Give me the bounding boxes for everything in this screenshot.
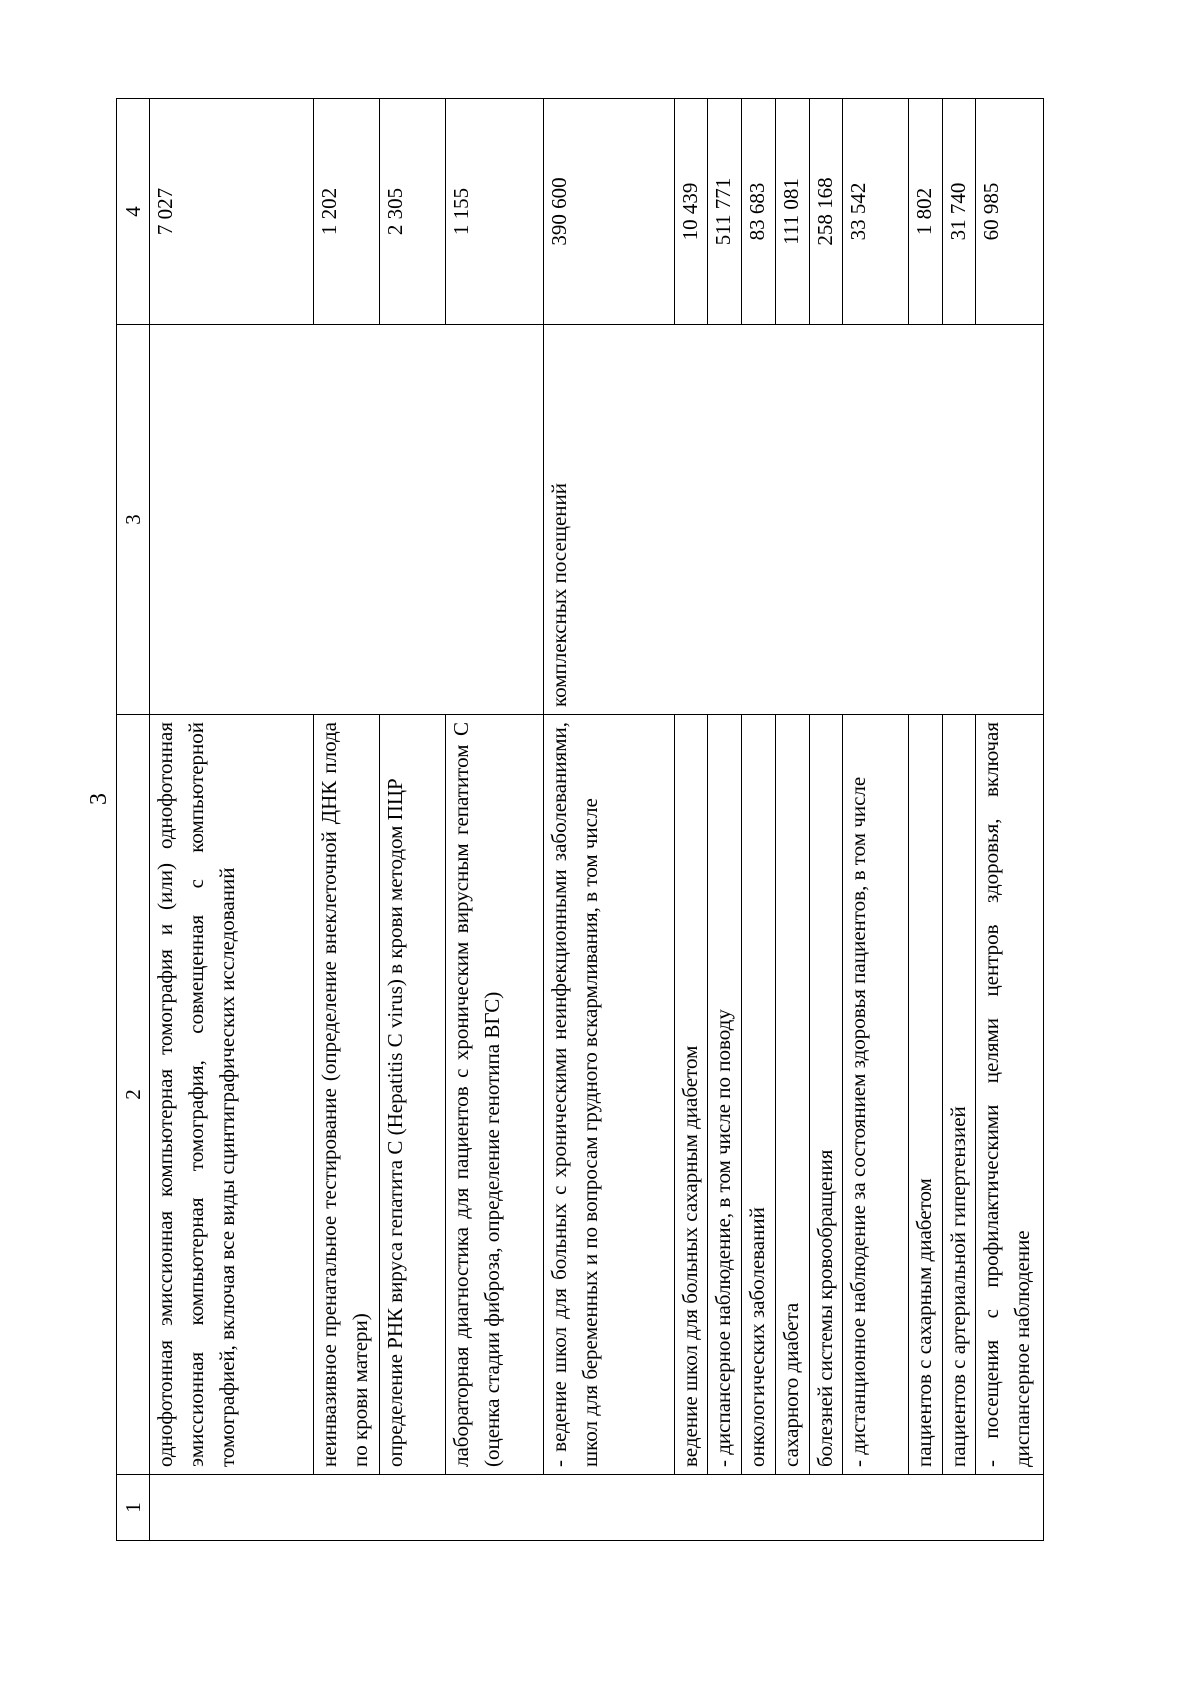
- row-number-cell: [150, 1475, 1044, 1541]
- table-row: [942, 99, 976, 1541]
- service-name-cell: болезней системы кровообращения: [809, 715, 843, 1475]
- service-name-cell: сахарного диабета: [775, 715, 809, 1475]
- service-name-cell: определение РНК вируса гепатита С (Hepatitis C virus) в крови методом ПЦР: [380, 715, 445, 1475]
- data-table: [116, 98, 1044, 1541]
- table-row: [809, 99, 843, 1541]
- column-header-3: 3: [117, 325, 150, 715]
- table-row: [674, 99, 708, 1541]
- service-name-cell: - диспансерное наблюдение, в том числе по поводу: [708, 715, 742, 1475]
- table-row: [976, 99, 1044, 1541]
- service-name-cell: лабораторная диагностика для пациентов с хроническим вирусным гепатитом С (оценка стадии фиброза, определение генотипа ВГС): [445, 715, 543, 1475]
- value-cell: 10 439: [674, 99, 708, 325]
- unit-cell: комплексных посещений: [543, 325, 1043, 715]
- service-name-cell: пациентов с сахарным диабетом: [908, 715, 942, 1475]
- page-number: 3: [86, 793, 112, 805]
- column-header-2: 2: [117, 715, 150, 1475]
- table-row: [742, 99, 776, 1541]
- column-header-4: 4: [117, 99, 150, 325]
- value-cell: 33 542: [843, 99, 908, 325]
- value-cell: 111 081: [775, 99, 809, 325]
- value-cell: 7 027: [150, 99, 314, 325]
- table-row: [313, 99, 379, 1541]
- service-name-cell: - посещения с профилактическими целями центров здоровья, включая диспансерное наблюдение: [976, 715, 1044, 1475]
- table-row: [150, 99, 314, 1541]
- table-row: [445, 99, 543, 1541]
- value-cell: 2 305: [380, 99, 445, 325]
- value-cell: 60 985: [976, 99, 1044, 325]
- value-cell: 1 155: [445, 99, 543, 325]
- value-cell: 1 202: [313, 99, 379, 325]
- service-name-cell: пациентов с артериальной гипертензией: [942, 715, 976, 1475]
- value-cell: 511 771: [708, 99, 742, 325]
- unit-cell: [150, 325, 544, 715]
- service-name-cell: однофотонная эмиссионная компьютерная томография и (или) однофотонная эмиссионная компьютерная томография, совмещенная с компьютерной томографией, включая все виды сцинтиграфических исследований: [150, 715, 314, 1475]
- column-header-1: 1: [117, 1475, 150, 1541]
- table-row: [908, 99, 942, 1541]
- table-header-row: [117, 99, 150, 1541]
- table-row: [543, 99, 674, 1541]
- value-cell: 1 802: [908, 99, 942, 325]
- value-cell: 83 683: [742, 99, 776, 325]
- rotated-table-container: [116, 99, 1044, 1541]
- service-name-cell: неинвазивное пренатальное тестирование (определение внеклеточной ДНК плода по крови матери): [313, 715, 379, 1475]
- service-name-cell: онкологических заболеваний: [742, 715, 776, 1475]
- value-cell: 390 600: [543, 99, 674, 325]
- table-row: [380, 99, 445, 1541]
- table-row: [843, 99, 908, 1541]
- value-cell: 258 168: [809, 99, 843, 325]
- table-row: [775, 99, 809, 1541]
- table-row: [708, 99, 742, 1541]
- service-name-cell: - ведение школ для больных с хроническими неинфекционными заболеваниями, школ для беременных и по вопросам грудного вскармливания, в том числе: [543, 715, 674, 1475]
- service-name-cell: - дистанционное наблюдение за состоянием здоровья пациентов, в том числе: [843, 715, 908, 1475]
- value-cell: 31 740: [942, 99, 976, 325]
- service-name-cell: ведение школ для больных сахарным диабетом: [674, 715, 708, 1475]
